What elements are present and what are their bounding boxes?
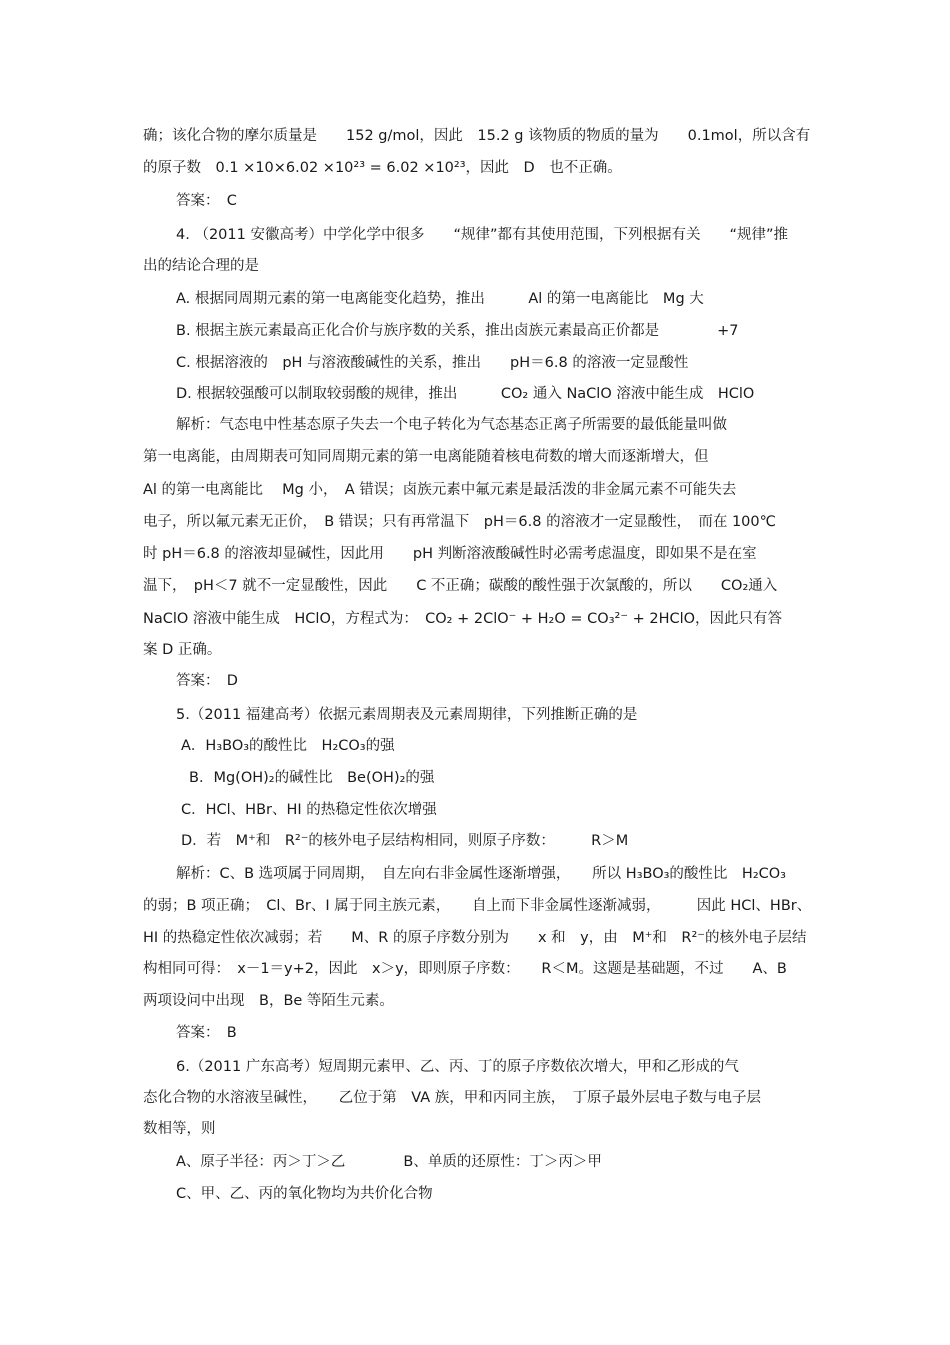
option-c: C．HCl、HBr、HI 的热稳定性依次增强 [181, 802, 437, 818]
option-a: A. 根据同周期元素的第一电离能变化趋势，推出 Al 的第一电离能比 Mg 大 [176, 291, 704, 307]
text-line: Al 的第一电离能比 Mg 小， A 错误；卤族元素中氟元素是最活泼的非金属元素不可能失去 [143, 482, 737, 498]
text-line: 出的结论合理的是 [143, 258, 259, 274]
text-line: 温下， pH＜7 就不一定显酸性，因此 C 不正确；碳酸的酸性强于次氯酸的，所以 CO₂通入 [143, 578, 778, 594]
text-line: 态化合物的水溶液呈碱性， 乙位于第 VA 族，甲和丙同主族， 丁原子最外层电子数与电子层 [143, 1090, 762, 1106]
question-heading: 5.（2011 福建高考）依据元素周期表及元素周期律，下列推断正确的是 [176, 707, 638, 723]
text-line: 的原子数 0.1 ×10×6.02 ×10²³ = 6.02 ×10²³，因此 D 也不正确。 [143, 160, 622, 176]
text-line: HI 的热稳定性依次减弱；若 M、R 的原子序数分别为 x 和 y，由 M⁺和 R²⁻的核外电子层结 [143, 930, 807, 946]
question-heading: 4. （2011 安徽高考）中学化学中很多 “规律”都有其使用范围，下列根据有关 “规律”推 [176, 227, 788, 243]
option-b: B. 根据主族元素最高正化合价与族序数的关系，推出卤族元素最高正价都是 +7 [176, 323, 739, 339]
answer-line: 答案： C [176, 193, 237, 209]
analysis-line: 解析：C、B 选项属于同周期， 自左向右非金属性逐渐增强， 所以 H₃BO₃的酸性比 H₂CO₃ [176, 866, 786, 882]
text-line: 数相等，则 [143, 1121, 216, 1137]
text-line: 构相同可得： x－1＝y+2，因此 x＞y，即则原子序数： R＜M。这题是基础题，不过 A、B [143, 961, 787, 977]
option-b: B．Mg(OH)₂的碱性比 Be(OH)₂的强 [189, 770, 435, 786]
option-d: D．若 M⁺和 R²⁻的核外电子层结构相同，则原子序数： R＞M [181, 833, 629, 849]
answer-line: 答案： D [176, 673, 238, 689]
option-a: A．H₃BO₃的酸性比 H₂CO₃的强 [181, 738, 395, 754]
text-line: 时 pH＝6.8 的溶液却显碱性，因此用 pH 判断溶液酸碱性时必需考虑温度，即如果不是在室 [143, 546, 757, 562]
text-line: 的弱；B 项正确； Cl、Br、I 属于同主族元素， 自上而下非金属性逐渐减弱， 因此 HCl、HBr、 [143, 898, 812, 914]
text-line: 两项设问中出现 B，Be 等陌生元素。 [143, 993, 394, 1009]
option-c: C、甲、乙、丙的氧化物均为共价化合物 [176, 1186, 433, 1202]
option-d: D. 根据较强酸可以制取较弱酸的规律，推出 CO₂ 通入 NaClO 溶液中能生成 HClO [176, 386, 755, 402]
option-c: C. 根据溶液的 pH 与溶液酸碱性的关系，推出 pH＝6.8 的溶液一定显酸性 [176, 355, 689, 371]
analysis-line: 解析：气态电中性基态原子失去一个电子转化为气态基态正离子所需要的最低能量叫做 [176, 417, 727, 433]
text-line: 第一电离能，由周期表可知同周期元素的第一电离能随着核电荷数的增大而逐渐增大，但 [143, 449, 709, 465]
options-ab: A、原子半径：丙＞丁＞乙 B、单质的还原性：丁＞丙＞甲 [176, 1154, 602, 1170]
answer-line: 答案： B [176, 1025, 237, 1041]
question-heading: 6.（2011 广东高考）短周期元素甲、乙、丙、丁的原子序数依次增大，甲和乙形成的气 [176, 1059, 739, 1075]
text-line: 案 D 正确。 [143, 642, 222, 658]
text-line: 确；该化合物的摩尔质量是 152 g/mol，因此 15.2 g 该物质的物质的量为 0.1mol，所以含有 [143, 128, 811, 144]
text-line: 电子，所以氟元素无正价， B 错误；只有再常温下 pH＝6.8 的溶液才一定显酸性， 而在 100℃ [143, 514, 776, 530]
text-line: NaClO 溶液中能生成 HClO，方程式为： CO₂ + 2ClO⁻ + H₂O = CO₃²⁻ + 2HClO，因此只有答 [143, 611, 783, 627]
